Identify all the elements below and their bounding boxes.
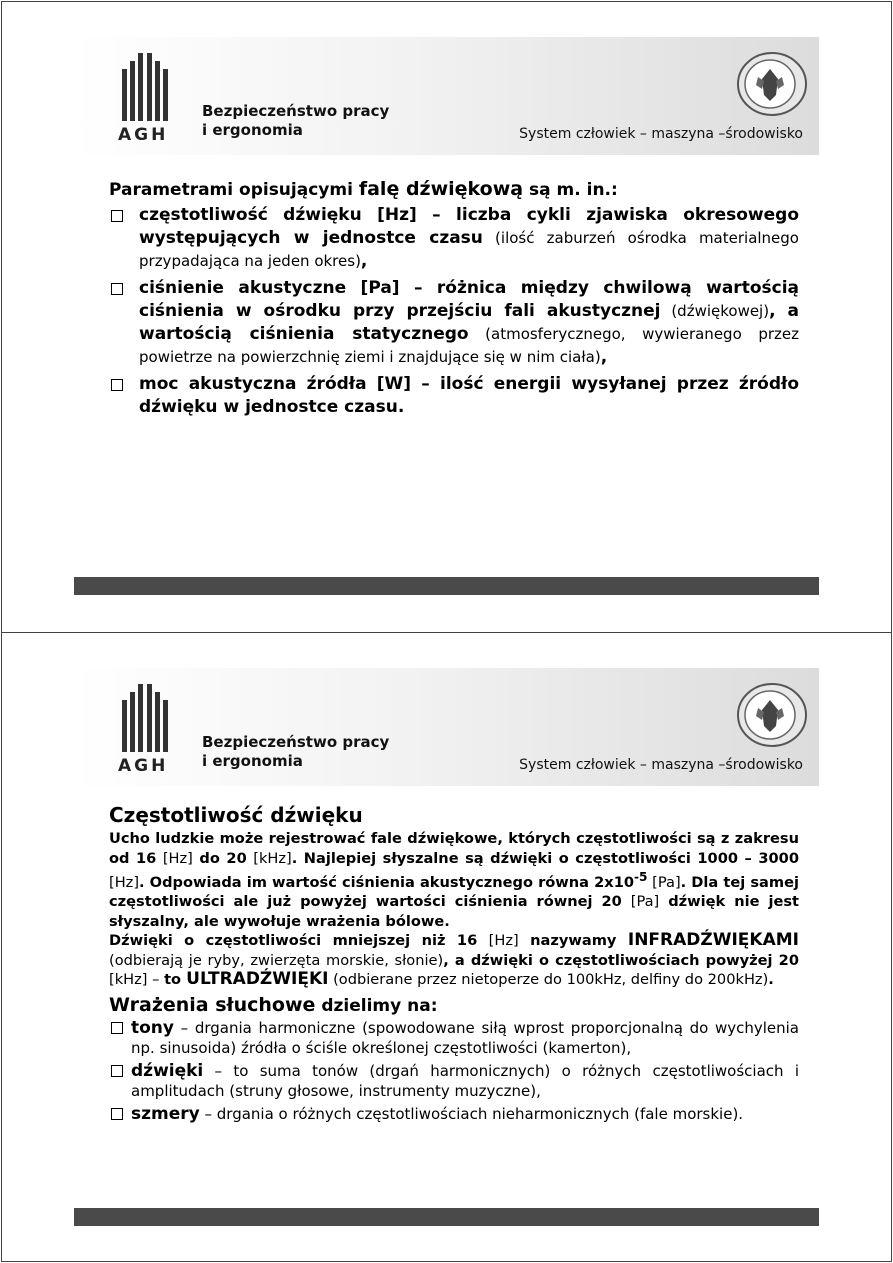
p2-text-3: , a dźwięki o częstotliwościach powyżej 20 [443,951,799,969]
checkbox-bullet-icon [111,1022,123,1034]
lead-part-a: Parametrami opisującymi [109,180,359,200]
item-text: – drgania harmoniczne (spowodowane siłą wprost proporcjonalną do wychylenia np. sinusoida) źródła o ściśle określonej częstotliwości (kamerton), [131,1018,799,1057]
item-bold: częstotliwość dźwięku [Hz] – liczba cykli zjawiska okresowego występujących w jednostce czasu [139,205,799,248]
p2-unit-1: [Hz] [488,932,519,950]
slide-1 [1,1,892,633]
p2-text-2: nazywamy [518,932,628,950]
list-item [109,204,799,273]
slide-subtitle: System człowiek – maszyna –środowisko [519,757,803,773]
p1-text-2: do 20 [192,849,254,867]
item-key: dźwięki [131,1060,204,1081]
checkbox-bullet-icon [111,210,123,222]
list-item [109,1018,799,1058]
course-title [202,102,389,140]
slide-footer-bar [74,577,819,595]
item-bold-2: , a wartością ciśnienia statycznego [139,301,799,344]
p1-text-4: . Odpowiada im wartość ciśnienia akustycznego równa 2x10 [139,873,634,891]
item-text: – to suma tonów (drgań harmonicznych) o różnych częstotliwościach i amplitudach (struny głosowe, instrumenty muzyczne), [131,1061,799,1100]
p1-text-3: . Najlepiej słyszalne są dźwięki o częstotliwości 1000 – 3000 [291,849,799,867]
p1-unit-3: [Hz] [109,873,140,891]
list-item [109,277,799,369]
seal-icon [734,682,808,748]
slide-footer-bar [74,1208,819,1226]
item-tail: , [360,251,368,271]
subheading-part-a: Wrażenia słuchowe [109,993,316,1016]
p2-term-ultra: ULTRADŹWIĘKI [186,969,329,990]
slide-content [109,803,799,1127]
p2-note-1: (odbierają je ryby, zwierzęta morskie, słonie) [109,951,444,969]
list-item [109,373,799,419]
slide-2 [1,632,892,1262]
course-title [202,733,389,771]
lead-text [109,178,799,200]
logo-text: AGH [118,756,169,776]
p1-unit-4: [Pa] [647,873,681,891]
p1-unit-1: [Hz] [162,849,193,867]
slide-subtitle: System człowiek – maszyna –środowisko [519,126,803,142]
seal-icon [734,51,808,117]
item-text: – drgania o różnych częstotliwościach nieharmonicznych (fale morskie). [199,1104,744,1123]
checkbox-bullet-icon [111,283,123,295]
p1-unit-5: [Pa] [630,893,660,911]
list-item [109,1061,799,1101]
course-line-2: i ergonomia [202,121,303,139]
item-note: (dźwiękowej) [660,302,770,320]
subheading [109,994,799,1016]
p1-unit-2: [kHz] [253,849,292,867]
course-line-1: Bezpieczeństwo pracy [202,102,390,120]
course-line-2: i ergonomia [202,752,303,770]
item-note-2: (atmosferycznego, wywieranego przez powietrze na powierzchnię ziemi i znajdujące się w nim ciała) [139,325,799,366]
item-key: tony [131,1017,174,1038]
item-bold: ciśnienie akustyczne [Pa] – różnica między chwilową wartością ciśnienia w ośrodku przy przejściu fali akustycznej [139,278,799,321]
p2-unit-2: [kHz] [109,971,148,989]
agh-logo-icon [120,51,170,121]
p1-exponent: -5 [634,870,648,884]
p2-text-4: to [164,971,187,989]
p2-text-1: Dźwięki o częstotliwości mniejszej niż 16 [109,932,489,950]
paragraph-1 [109,829,799,931]
subheading-part-b: dzielimy na: [315,995,438,1016]
slide-content [109,178,799,423]
p2-term-infra: INFRADŹWIĘKAMI [627,930,799,951]
lead-part-b: falę dźwiękową [358,178,524,200]
slide-header [74,37,819,155]
logo-text: AGH [118,125,169,145]
item-tail: , [600,347,608,367]
checkbox-bullet-icon [111,1065,123,1077]
p1-text-6: dźwięk nie jest słyszalny, ale wywołuje wrażenia bólowe. [109,893,800,930]
slide-header [74,668,819,786]
checkbox-bullet-icon [111,1108,123,1120]
checkbox-bullet-icon [111,379,123,391]
item-bold: moc akustyczna źródła [W] – ilość energii wysyłanej przez źródło dźwięku w jednostce czasu. [139,374,799,417]
course-line-1: Bezpieczeństwo pracy [202,733,390,751]
paragraph-2 [109,931,799,990]
section-title: Częstotliwość dźwięku [109,803,363,827]
list-item [109,1104,799,1124]
p2-note-2: (odbierane przez nietoperze do 100kHz, delfiny do 200kHz) [328,971,769,989]
agh-logo-icon [120,682,170,752]
lead-part-c: są m. in.: [523,180,618,200]
p1-text-5: . Dla tej samej częstotliwości ale już powyżej wartości ciśnienia równej 20 [109,873,799,911]
p1-text-1: Ucho ludzkie może rejestrować fale dźwiękowe, których częstotliwości są z zakresu od 16 [109,830,799,867]
p2-tail: . [768,971,774,989]
p2-dash: – [147,971,165,989]
item-note: (ilość zaburzeń ośrodka materialnego przypadająca na jeden okres) [139,229,799,270]
item-key: szmery [131,1103,200,1124]
